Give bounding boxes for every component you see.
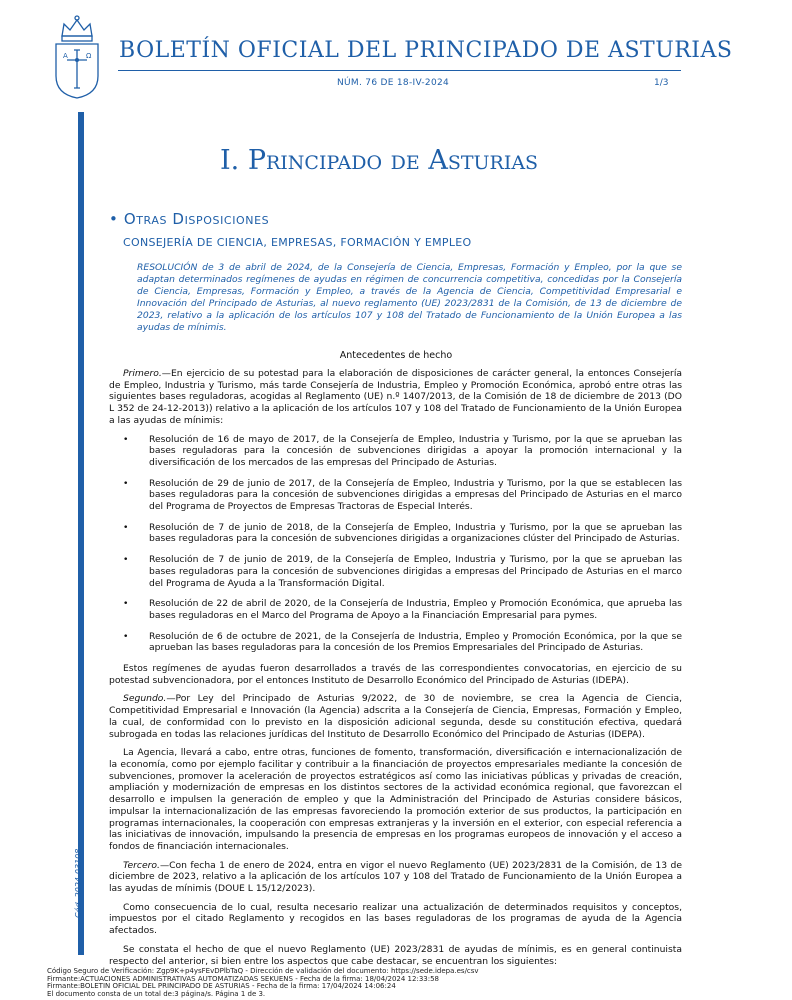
paragraph-constata: Se constata el hecho de que el nuevo Reglamento (UE) 2023/2831 de ayudas de mínimis, es en general continuista respecto del anterior, si bien entre los aspectos que cabe destacar, se encuentran los siguientes: <box>109 943 682 967</box>
coat-of-arms-logo <box>50 14 104 100</box>
paragraph-estos: Estos regímenes de ayudas fueron desarrollados a través de las correspondientes convocatorias, en ejercicio de su potestad subvencionadora, por el entonces Instituto de Desarrollo Económico del Principado de Asturias (IDEPA). <box>109 663 682 686</box>
list-item: • Resolución de 6 de octubre de 2021, de la Consejería de Industria, Empleo y Promoción Económica, por la que se aprueban las bases reguladoras para la concesión de los Premios Empresariales del Principado de Asturias. <box>123 630 682 654</box>
header-rule <box>118 70 681 71</box>
paragraph-agencia: La Agencia, llevará a cabo, entre otras, funciones de fomento, transformación, diversificación e internacionalización de la economía, como por ejemplo facilitar y contribuir a la financiación de proyectos empresariales mediante la concesión de subvenciones, promover la aceleración de proyectos estratégicos así como las iniciativas públicas y privadas de creación, ampliación y modernización de empresas en los distintos sectores de la actividad económica regional, que favorezcan el desarrollo e impulsen la generación de empleo y que la Administración del Principado de Asturias considere básicos, impulsar la internacionalización de las empresas favoreciendo la promoción exterior de sus productos, la participación en programas internacionales, la cooperación con empresas extranjeras y la inversión en el exterior, con especial referencia a las iniciativas de innovación, impulsando la presencia de empresas en los programas europeos de innovación y el acceso a fondos de financiación internacionales. <box>109 747 682 852</box>
side-bar <box>78 112 84 955</box>
issue-number: NÚM. 76 DE 18-IV-2024 <box>337 78 450 88</box>
document-body <box>109 368 682 974</box>
list-item: • Resolución de 22 de abril de 2020, de la Consejería de Industria, Empleo y Promoción Económica, que aprueba las bases reguladoras en el Marco del Programa de Apoyo a la Financiación Empresarial para pymes. <box>123 598 682 621</box>
section-title: I. Principado de Asturias <box>220 145 539 176</box>
document-code: Cód. 2024-03108 <box>74 848 83 918</box>
footer-line: El documento consta de un total de:3 página/s. Página 1 de 3. <box>47 989 266 998</box>
list-item: • Resolución de 7 de junio de 2019, de la Consejería de Empleo, Industria y Turismo, por la que se aprueban las bases reguladoras para la concesión de subvenciones dirigidas a empresas del Principado de Asturias en el marco del Programa de Ayuda a la Transformación Digital. <box>123 554 682 589</box>
resolutions-list <box>109 434 682 655</box>
paragraph-segundo: Segundo.—Por Ley del Principado de Asturias 9/2022, de 30 de noviembre, se crea la Agencia de Ciencia, Competitividad Empresarial e Innovación (la Agencia) adscrita a la Consejería de Ciencia, Empresas, Formación y Empleo, la cual, de conformidad con lo previsto en la disposición adicional segunda, desde su constitución efectiva, quedará subrogada en todas las relaciones jurídicas del Instituto de Desarrollo Económico del Principado de Asturias (IDEPA). <box>109 693 682 740</box>
footer-line: Código Seguro de Verificación: Zgp9K+p4ysFEvDPlbTaQ - Dirección de validación del documento: https://sede.idepa.es/csv <box>47 967 479 975</box>
antecedentes-heading: Antecedentes de hecho <box>339 350 453 361</box>
footer-line: Firmante:BOLETIN OFICIAL DEL PRINCIPADO DE ASTURIAS - Fecha de la firma: 17/04/2024 14:06:24 <box>47 982 396 991</box>
resolution-summary: RESOLUCIÓN de 3 de abril de 2024, de la Consejería de Ciencia, Empresas, Formación y Empleo, por la que se adaptan determinados regímenes de ayudas en régimen de concurrencia competitiva, concedidas por la Consejería de Ciencia, Empresas, Formación y Empleo, a través de la Agencia de Ciencia, Competitividad Empresarial e Innovación del Principado de Asturias, al nuevo reglamento (UE) 2023/2831 de la Comisión, de 13 de diciembre de 2023, relativo a la aplicación de los artículos 107 y 108 del Tratado de Funcionamiento de la Unión Europea a las ayudas de mínimis. <box>137 262 682 333</box>
subsection-title: • Otras Disposiciones <box>109 210 270 228</box>
page-number: 1/3 <box>654 78 669 88</box>
list-item: • Resolución de 7 de junio de 2018, de la Consejería de Empleo, Industria y Turismo, por la que se aprueban las bases reguladoras para la concesión de subvenciones dirigidas a organizaciones clúster del Principado de Asturias. <box>123 521 682 545</box>
signature-footer <box>47 968 479 998</box>
svg-text:A: A <box>63 52 68 60</box>
bulletin-title: BOLETÍN OFICIAL DEL PRINCIPADO DE ASTURIAS <box>119 38 733 63</box>
svg-text:Ω: Ω <box>86 52 92 60</box>
list-item: • Resolución de 29 de junio de 2017, de la Consejería de Empleo, Industria y Turismo, por la que se establecen las bases reguladoras para la concesión de subvenciones dirigidas a empresas del Principado de Asturias en el marco del Programa de Proyectos de Empresas Tractoras de Especial Interés. <box>123 477 682 513</box>
paragraph-consecuencia: Como consecuencia de lo cual, resulta necesario realizar una actualización de determinados requisitos y conceptos, impuestos por el citado Reglamento y recogidos en las bases reguladoras de los programas de ayuda de la Agencia afectados. <box>109 901 682 937</box>
footer-line: Firmante:ACTUACIONES ADMINISTRATIVAS AUTOMATIZADAS SEKUENS - Fecha de la firma: 18/04/2024 12:33:58 <box>47 974 439 983</box>
label-segundo: Segundo. <box>123 693 167 705</box>
list-item: • Resolución de 16 de mayo de 2017, de la Consejería de Empleo, Industria y Turismo, por la que se aprueban las bases reguladoras para la concesión de subvenciones dirigidas a apoyar la promoción internacional y la diversificación de los mercados de las empresas del Principado de Asturias. <box>123 433 682 468</box>
paragraph-tercero: Tercero.—Con fecha 1 de enero de 2024, entra en vigor el nuevo Reglamento (UE) 2023/2831 de la Comisión, de 13 de diciembre de 2023, relativo a la aplicación de los artículos 107 y 108 del Tratado de Funcionamiento de la Unión Europea a las ayudas de mínimis (DOUE L 15/12/2023). <box>109 859 682 895</box>
paragraph-primero: Primero.—En ejercicio de su potestad para la elaboración de disposiciones de carácter general, la entonces Consejería de Empleo, Industria y Turismo, más tarde Consejería de Industria, Empleo y Promoción Económica, aprobó entre otras las siguientes bases reguladoras, acogidas al Reglamento (UE) n.º 1407/2013, de la Comisión de 18 de diciembre de 2013 (DO L 352 de 24-12-2013)) relativo a la aplicación de los artículos 107 y 108 del Tratado de Funcionamiento de la Unión Europea a las ayudas de mínimis: <box>109 368 682 426</box>
label-primero: Primero. <box>123 368 162 379</box>
label-tercero: Tercero. <box>123 859 160 871</box>
department-name: CONSEJERÍA DE CIENCIA, EMPRESAS, FORMACIÓN Y EMPLEO <box>123 236 472 249</box>
